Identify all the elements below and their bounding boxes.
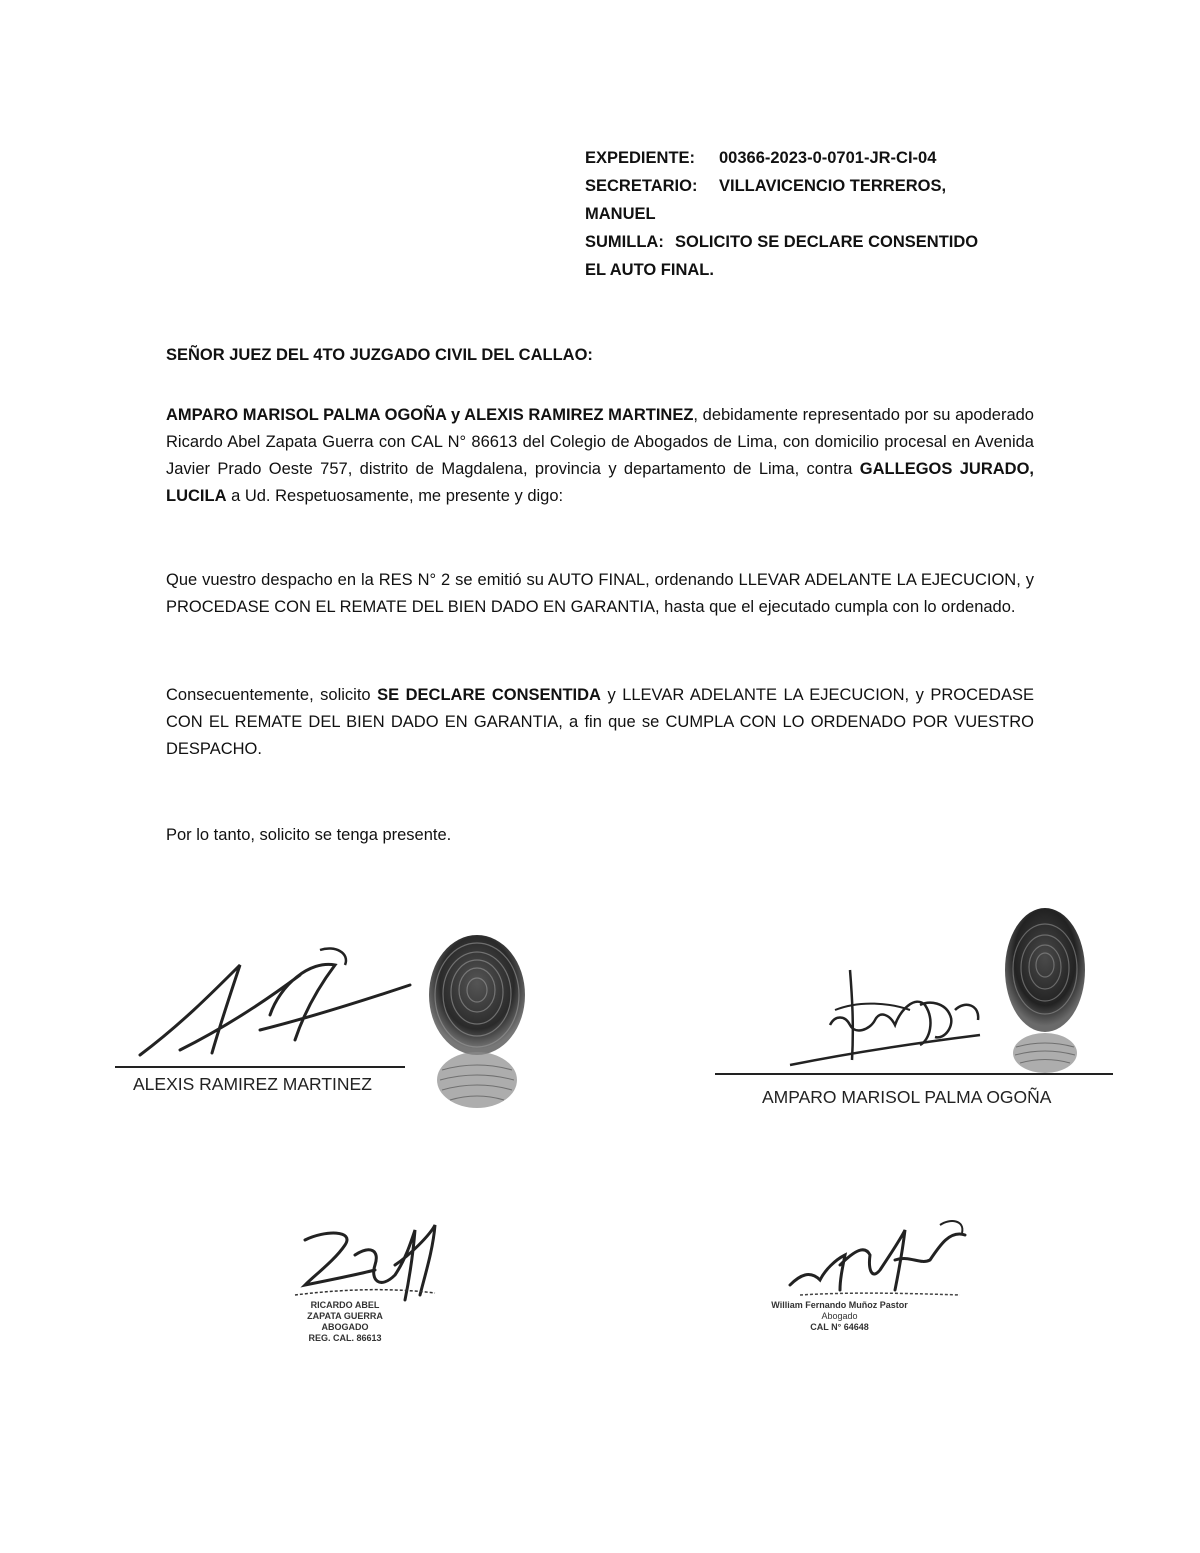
lawyer2-signature (780, 1215, 980, 1300)
expediente-label: EXPEDIENTE: (585, 149, 696, 167)
sumilla-label: SUMILLA: (585, 233, 664, 251)
secretario-value: VILLAVICENCIO TERREROS, (719, 177, 947, 195)
left-signer-name: ALEXIS RAMIREZ MARTINEZ (133, 1074, 372, 1094)
lawyer2-stamp (752, 1300, 927, 1333)
paragraph-intro (166, 402, 1034, 510)
lawyer2-stamp-line3: CAL N° 64648 (810, 1322, 869, 1332)
paragraph-request (166, 682, 1034, 763)
lawyer1-stamp-line2: ZAPATA GUERRA (307, 1311, 383, 1321)
lawyer1-stamp-line1: RICARDO ABEL (310, 1300, 380, 1310)
right-signature-line (715, 1073, 1113, 1075)
defendant-name: GALLEGOS JURADO, LUCILA (166, 460, 1034, 505)
addressee: SEÑOR JUEZ DEL 4TO JUZGADO CIVIL DEL CALLAO: (166, 346, 593, 364)
sumilla-value-cont: EL AUTO FINAL. (585, 261, 714, 279)
request-text-1: Consecuentemente, solicito (166, 686, 378, 704)
lawyer1-stamp-line3: ABOGADO (321, 1322, 369, 1332)
left-signature-line (115, 1066, 405, 1068)
lawyer2-stamp-line2: Abogado (821, 1311, 858, 1321)
lawyer1-stamp-line4: REG. CAL. 86613 (308, 1333, 382, 1343)
lawyer2-stamp-line1: William Fernando Muñoz Pastor (771, 1300, 908, 1310)
request-bold: SE DECLARE CONSENTIDA (377, 686, 601, 704)
secretario-label: SECRETARIO: (585, 177, 698, 195)
sumilla-row (585, 228, 1025, 256)
secretario-row (585, 172, 1025, 200)
secretario-row-cont (585, 200, 1025, 228)
expediente-value: 00366-2023-0-0701-JR-CI-04 (719, 149, 937, 167)
lawyer1-stamp (285, 1300, 405, 1344)
left-fingerprint-icon (422, 935, 532, 1110)
intro-text-1: , debidamente representado por su apoderado Ricardo Abel Zapata Guerra con CAL N° 86613 del Colegio de Abogados de Lima, con domicilio procesal en Avenida Javier Prado Oeste 757, distrito de Magdalena, provincia y departamento de Lima, contra (166, 406, 1034, 478)
expediente-row (585, 144, 1025, 172)
left-signature (120, 945, 420, 1065)
case-header (585, 144, 1025, 284)
intro-text-2: a Ud. Respetuosamente, me presente y digo: (226, 487, 564, 505)
secretario-value-cont: MANUEL (585, 205, 656, 223)
right-signer-name: AMPARO MARISOL PALMA OGOÑA (762, 1087, 1052, 1107)
right-signature (780, 965, 1000, 1075)
paragraph-background: Que vuestro despacho en la RES N° 2 se emitió su AUTO FINAL, ordenando LLEVAR ADELANTE LA EJECUCION, y PROCEDASE CON EL REMATE DEL BIEN DADO EN GARANTIA, hasta que el ejecutado cumpla con lo ordenado. (166, 571, 1034, 616)
closing-line: Por lo tanto, solicito se tenga presente. (166, 826, 452, 844)
sumilla-row-cont (585, 256, 1025, 284)
request-text-2: y LLEVAR ADELANTE LA EJECUCION, y PROCEDASE CON EL REMATE DEL BIEN DADO EN GARANTIA, a fin que se CUMPLA CON LO ORDENADO POR VUESTRO DESPACHO. (166, 686, 1034, 758)
parties-names: AMPARO MARISOL PALMA OGOÑA y ALEXIS RAMIREZ MARTINEZ (166, 406, 694, 424)
lawyer1-signature (285, 1215, 450, 1310)
sumilla-value: SOLICITO SE DECLARE CONSENTIDO (675, 233, 979, 251)
right-fingerprint-icon (1000, 905, 1090, 1075)
